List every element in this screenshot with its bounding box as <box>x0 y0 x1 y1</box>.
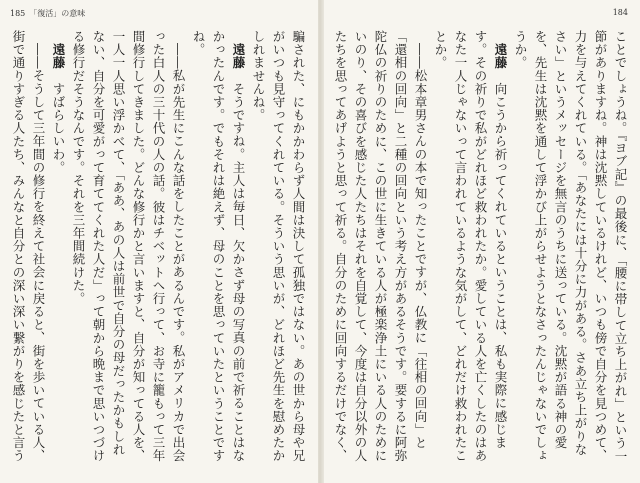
paragraph <box>330 30 430 469</box>
running-head <box>10 8 85 19</box>
paragraph-text: ――松本章男さんの本で知ったことですが、仏教に「往相の回向」と「還相の回向」と二種の回向という考え方があるそうです。要するに阿弥陀仏の祈りのために、この世に生きている人が極楽浄土にいる人のためにいのり、その喜びを感じた人たちはそれを自覚して、今度は自分以外の人たちを思ってあげようと思って祈る。自分のために回向するだけでなく、 <box>333 30 428 463</box>
paragraph <box>48 30 68 469</box>
paragraph-text: ――私が先生にこんな話をしたことがあるんです。私がアメリカで出会った白人の三十代の人の話。彼はチベットへ行って、お寺に籠もって三年間修行してきました。どんな修行かと言いますと、自分が知ってる人を、一人一人思い浮かべて、「ああ、あの人は前世で自分の母だったかもしれない、自分を可愛がって育ててくれた人だ」って朝から晩まで思いつづける修行だそうなんです。それを三年間続けた。 <box>71 30 186 463</box>
paragraph-text: 向こうから祈ってくれているということは、私も実際に感じます。その祈りで私がどれほど救われたか。愛している人を亡くしたのはあなた一人じゃないって言われているような気がして、どれだけ救われたことか。 <box>433 30 508 463</box>
paragraph <box>188 30 248 469</box>
left-page <box>0 0 318 483</box>
body-text <box>8 30 308 469</box>
body-text <box>330 30 630 469</box>
paragraph-text: そうですね。主人は毎日、欠かさず母の写真の前で祈ることはなかったんです。でもそれは絶えず、母のことを思っていたということですね。 <box>191 30 246 463</box>
paragraph-text: ことでしょうね。『ヨブ記』の最後に、「腰に帯して立ち上がれ」という一節がありますね。神は沈黙しているけれど、いつも傍で自分を見つめて、力を与えてくれている。「あなたには十分に力がある。さあ立ち上がりなさい」というメッセージを無言のうちに送っている。沈黙が語る神の愛を、先生は沈黙を通して浮かび上がらせようとなさったんじゃないでしょうか。 <box>513 30 628 463</box>
speaker-label: 遠藤 <box>51 42 66 69</box>
speaker-label: 遠藤 <box>231 42 246 69</box>
page-number: 184 <box>612 8 628 17</box>
speaker-label: 遠藤 <box>493 42 508 69</box>
paragraph <box>8 30 48 469</box>
paragraph-text: ――そうして三年間の修行を終えて社会に戻ると、街を歩いている人、街で通りすぎる人たち、みんなと自分との深い深い繋がりを感じたと言う <box>11 30 46 463</box>
paragraph <box>430 30 510 469</box>
right-page <box>322 0 640 483</box>
paragraph <box>248 30 308 469</box>
paragraph <box>68 30 188 469</box>
chapter-title: 「復活」の意味 <box>33 9 86 18</box>
page-number: 185 <box>10 9 26 18</box>
paragraph <box>510 30 630 469</box>
paragraph-text: 騙された、にもかかわらず人間は決して孤独ではない。あの世から母や兄がいつも見守ってくれている。そういう思いが、どれほど先生を慰めたかしれませんね。 <box>251 30 306 463</box>
paragraph-text: すばらしいわ。 <box>51 81 66 174</box>
